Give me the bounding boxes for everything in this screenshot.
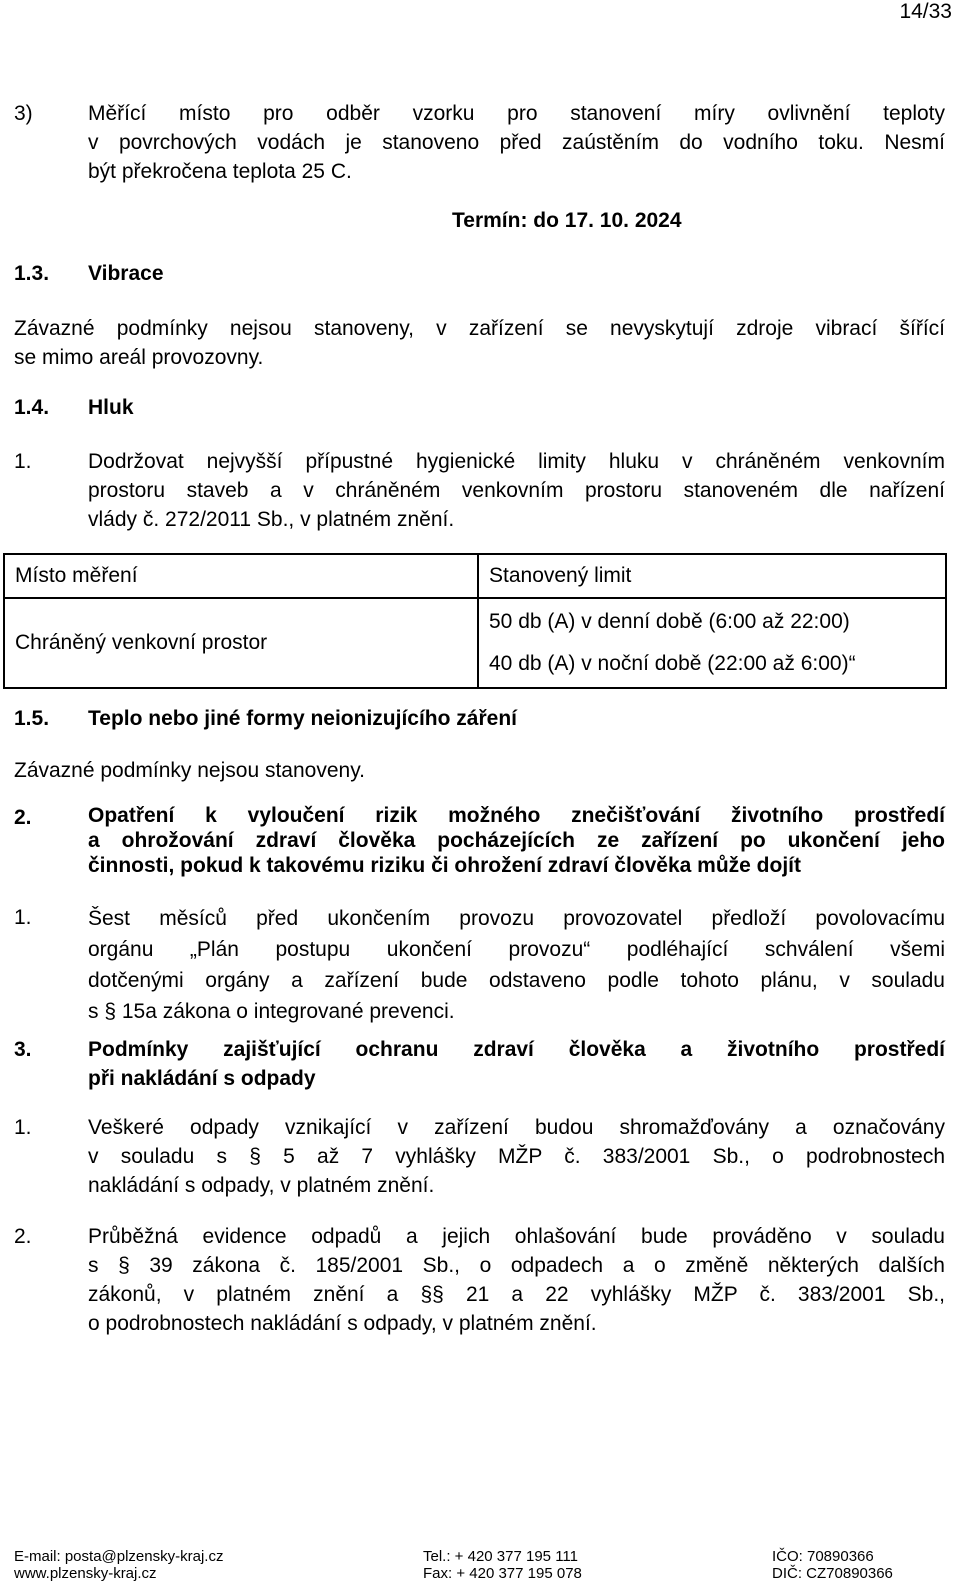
footer-dic: DIČ: CZ70890366 — [772, 1565, 893, 1582]
footer-left — [14, 1548, 223, 1582]
header-limit: Stanovený limit — [478, 554, 946, 598]
noise-paragraph: Dodržovat nejvyšší přípustné hygienické limity hluku v chráněném venkovním prostoru staveb a v chráněném venkovním prostoru stanoveném dle nařízení vlády č. 272/2011 Sb., v platném znění. — [88, 450, 945, 531]
table-row — [4, 598, 946, 688]
cell-limits — [478, 598, 946, 688]
section-text: Závazné podmínky nejsou stanoveny. — [14, 759, 365, 782]
closure-paragraph: Šest měsíců před ukončením provozu provozovatel předloží povolovacímu orgánu „Plán postupu ukončení provozu“ podléhající schválení všemi dotčenými orgány a zařízení bude odstaveno podle tohoto plánu, v souladu s § 15a zákona o integrované prevenci. — [88, 907, 945, 1023]
waste-paragraph-1: Veškeré odpady vznikající v zařízení budou shromažďovány a označovány v souladu s § 5 až 7 vyhlášky MŽP č. 383/2001 Sb., o podrobnostech nakládání s odpady, v platném znění. — [88, 1116, 945, 1197]
temperature-paragraph: Měřící místo pro odběr vzorku pro stanovení míry ovlivnění teploty v povrchových vodách je stanoveno před zaústěním do vodního toku. Nesmí být překročena teplota 25 C. — [88, 102, 945, 183]
footer-right — [772, 1548, 893, 1582]
cell-place: Chráněný venkovní prostor — [4, 598, 478, 688]
noise-limits-table — [3, 553, 947, 689]
limit-night: 40 db (A) v noční době (22:00 až 6:00)“ — [489, 652, 856, 675]
limit-day: 50 db (A) v denní době (6:00 až 22:00) — [489, 610, 850, 633]
waste-paragraph-2: Průběžná evidence odpadů a jejich ohlašování bude prováděno v souladu s § 39 zákona č. 185/2001 Sb., o odpadech a o změně některých dalších zákonů, v platném znění a §§ 21 a 22 vyhlášky MŽP č. 383/2001 Sb., o podrobnostech nakládání s odpady, v platném znění. — [88, 1225, 945, 1335]
section-number: 2. — [14, 806, 32, 829]
footer-website[interactable]: www.plzensky-kraj.cz — [14, 1565, 157, 1582]
deadline: Termín: do 17. 10. 2024 — [452, 209, 682, 232]
footer-middle — [423, 1548, 582, 1582]
footer-email[interactable]: E-mail: posta@plzensky-kraj.cz — [14, 1548, 224, 1565]
table-header-row — [4, 554, 946, 598]
footer-ico: IČO: 70890366 — [772, 1548, 874, 1565]
section-number: 1.4. — [14, 396, 50, 419]
item-number: 3) — [14, 102, 33, 125]
section-number: 3. — [14, 1038, 32, 1061]
vibration-paragraph: Závazné podmínky nejsou stanoveny, v zařízení se nevyskytují zdroje vibrací šířící se mimo areál provozovny. — [14, 317, 945, 369]
item-number: 1. — [14, 450, 32, 473]
item-number: 2. — [14, 1225, 32, 1248]
section-title: Teplo nebo jiné formy neionizujícího záření — [88, 707, 517, 730]
footer-phone: Tel.: + 420 377 195 111 — [423, 1548, 578, 1565]
section-number: 1.5. — [14, 707, 50, 730]
section-heading: Opatření k vyloučení rizik možného znečišťování životního prostředí a ohrožování zdraví člověka pocházejících ze zařízení po ukončení jeho činnosti, pokud k takovému riziku či ohrožení zdraví člověka může dojít — [88, 804, 945, 877]
footer-fax: Fax: + 420 377 195 078 — [423, 1565, 582, 1582]
header-place: Místo měření — [4, 554, 478, 598]
item-number: 1. — [14, 906, 32, 929]
section-number: 1.3. — [14, 262, 50, 285]
section-title: Hluk — [88, 396, 134, 419]
section-title: Vibrace — [88, 262, 164, 285]
item-number: 1. — [14, 1116, 32, 1139]
section-heading: Podmínky zajišťující ochranu zdraví člověka a životního prostředí při nakládání s odpady — [88, 1038, 945, 1090]
page-number: 14/33 — [899, 0, 952, 23]
